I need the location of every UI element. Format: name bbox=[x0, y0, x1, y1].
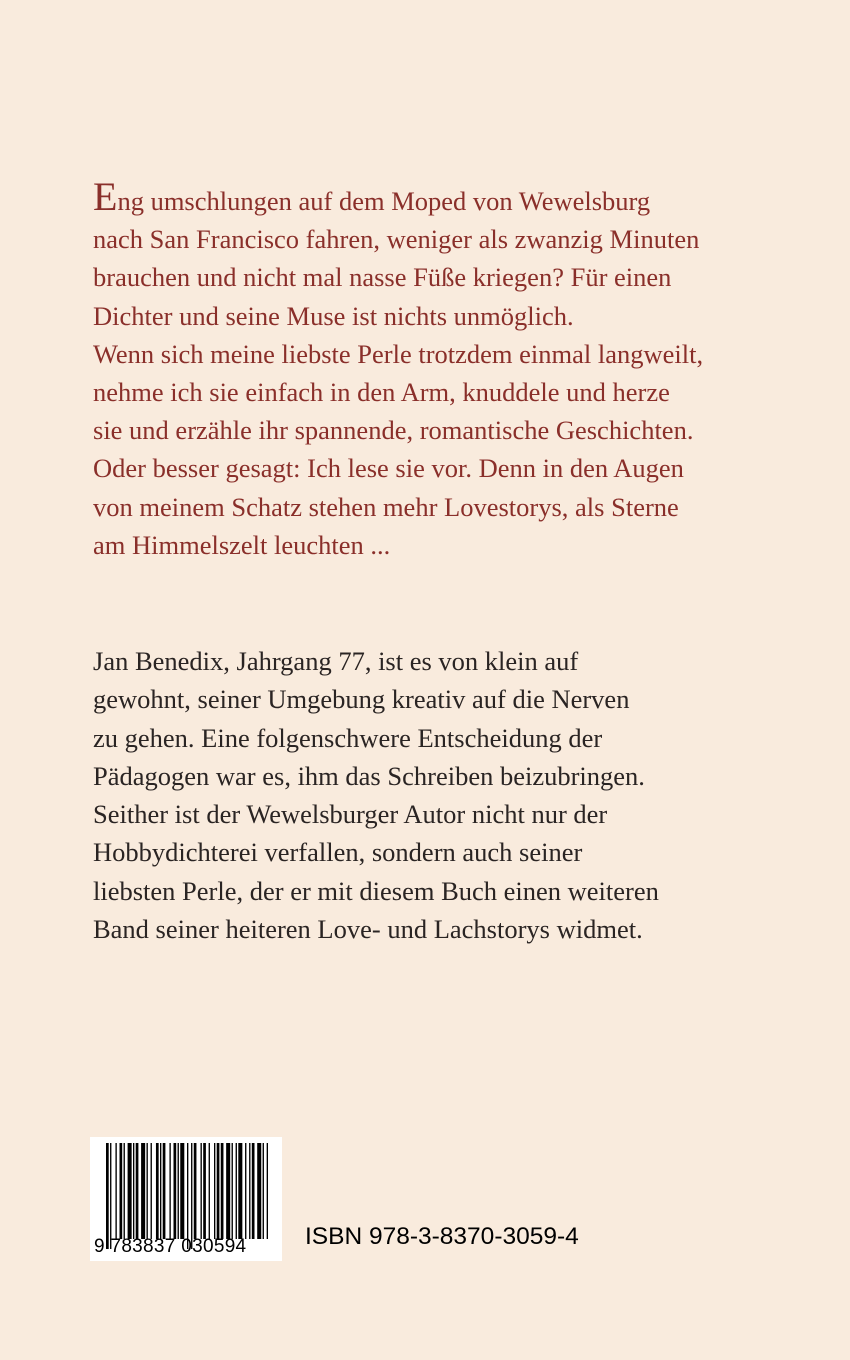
barcode-bar bbox=[209, 1143, 210, 1239]
barcode-bar bbox=[169, 1143, 170, 1239]
barcode-bar bbox=[191, 1143, 192, 1249]
bio-line: Band seiner heiteren Love- und Lachstorys widmet. bbox=[93, 914, 643, 945]
barcode-bar bbox=[133, 1143, 134, 1239]
barcode-bar bbox=[120, 1143, 123, 1239]
barcode-bar bbox=[160, 1143, 161, 1239]
barcode-bar bbox=[136, 1143, 139, 1239]
barcode-bar bbox=[115, 1143, 116, 1239]
blurb-line: Wenn sich meine liebste Perle trotzdem einmal langweilt, bbox=[93, 338, 704, 369]
barcode-bar bbox=[245, 1143, 246, 1239]
blurb-line: Oder besser gesagt: Ich lese sie vor. Denn in den Augen bbox=[93, 453, 684, 484]
barcode-bar bbox=[236, 1143, 237, 1239]
barcode-bar bbox=[263, 1143, 264, 1239]
barcode-bar bbox=[232, 1143, 233, 1239]
barcode-bar bbox=[128, 1143, 132, 1239]
barcode-bar bbox=[257, 1143, 261, 1239]
barcode-bar bbox=[156, 1143, 159, 1239]
bio-line: zu gehen. Eine folgenschwere Entscheidung der bbox=[93, 722, 603, 753]
barcode-bar bbox=[124, 1143, 125, 1239]
barcode-bar bbox=[178, 1143, 179, 1239]
blurb-line: am Himmelszelt leuchten ... bbox=[93, 529, 391, 560]
barcode-bar bbox=[106, 1143, 109, 1249]
bio-line: gewohnt, seiner Umgebung kreativ auf die Nerven bbox=[93, 684, 630, 715]
bio-line: Hobbydichterei verfallen, sondern auch seiner bbox=[93, 837, 583, 868]
blurb-line: Dichter und seine Muse ist nichts unmöglich. bbox=[93, 300, 574, 331]
blurb-text bbox=[93, 174, 813, 564]
blurb-line: Eng umschlungen auf dem Moped von Wewelsburg bbox=[93, 174, 651, 219]
barcode-bar bbox=[214, 1143, 215, 1239]
barcode-bar bbox=[217, 1143, 220, 1239]
barcode-bar bbox=[187, 1143, 188, 1249]
bio-line: Pädagogen war es, ihm das Schreiben beizubringen. bbox=[93, 760, 645, 791]
barcode-bar bbox=[226, 1143, 230, 1239]
barcode-bar bbox=[252, 1143, 255, 1239]
author-bio bbox=[93, 642, 813, 948]
bio-line: Seither ist der Wewelsburger Autor nicht nur der bbox=[93, 799, 608, 830]
isbn-number: ISBN 978-3-8370-3059-4 bbox=[305, 1223, 579, 1250]
barcode-bar bbox=[267, 1143, 268, 1239]
drop-cap: E bbox=[93, 174, 118, 219]
barcode-bar bbox=[163, 1143, 166, 1239]
barcode-bar bbox=[141, 1143, 145, 1239]
barcode-bar bbox=[249, 1143, 250, 1239]
barcode-bar bbox=[201, 1143, 202, 1239]
barcode-bar bbox=[174, 1143, 177, 1239]
barcode-digits: 9 783837 030594 bbox=[94, 1236, 247, 1257]
blurb-line: brauchen und nicht mal nasse Füße kriegen? Für einen bbox=[93, 262, 672, 293]
bio-line: Jan Benedix, Jahrgang 77, ist es von klein auf bbox=[93, 646, 579, 676]
barcode-bar bbox=[151, 1143, 152, 1239]
barcode-bar bbox=[194, 1143, 197, 1239]
barcode-bar bbox=[238, 1143, 242, 1239]
barcode-bar bbox=[221, 1143, 224, 1239]
bio-line: liebsten Perle, der er mit diesem Buch einen weiteren bbox=[93, 875, 659, 906]
blurb-line: nehme ich sie einfach in den Arm, knuddele und herze bbox=[93, 377, 670, 408]
barcode bbox=[90, 1137, 282, 1261]
barcode-bar bbox=[203, 1143, 206, 1239]
barcode-bar bbox=[110, 1143, 111, 1249]
barcode-bar bbox=[180, 1143, 184, 1239]
blurb-line: von meinem Schatz stehen mehr Lovestorys, als Sterne bbox=[93, 491, 679, 522]
blurb-line: sie und erzähle ihr spannende, romantische Geschichten. bbox=[93, 415, 694, 446]
blurb-line: nach San Francisco fahren, weniger als zwanzig Minuten bbox=[93, 224, 700, 255]
barcode-bar bbox=[147, 1143, 148, 1239]
